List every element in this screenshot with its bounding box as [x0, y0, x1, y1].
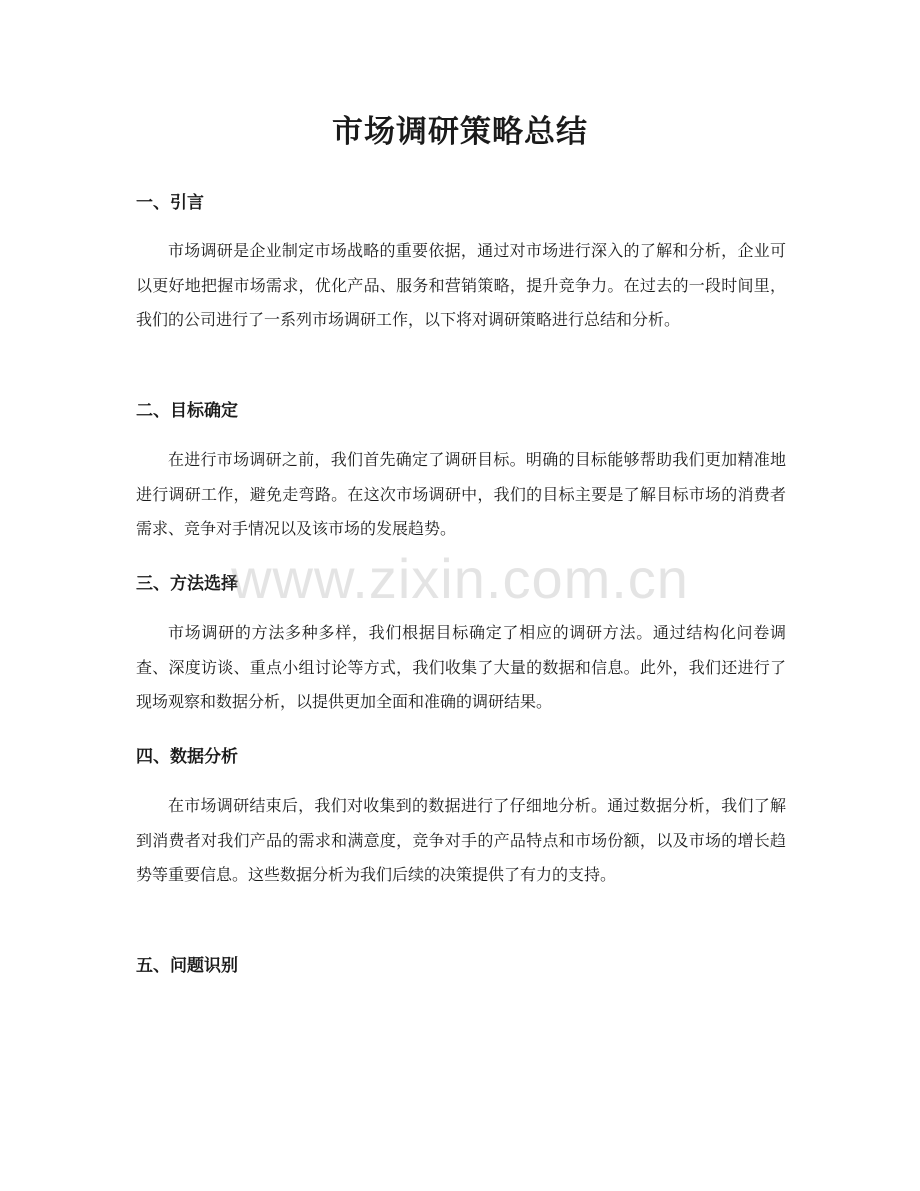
- section-heading-method-selection: 三、方法选择: [136, 574, 238, 594]
- section-paragraph-introduction: 市场调研是企业制定市场战略的重要依据，通过对市场进行深入的了解和分析，企业可以更好地把握市场需求，优化产品、服务和营销策略，提升竞争力。在过去的一段时间里，我们的公司进行了一系列市场调研工作，以下将对调研策略进行总结和分析。: [136, 241, 786, 329]
- section-heading-problem-identification: 五、问题识别: [136, 956, 238, 976]
- watermark: www.zixin.com.cn: [231, 547, 689, 610]
- section-heading-introduction: 一、引言: [136, 193, 204, 213]
- section-heading-data-analysis: 四、数据分析: [136, 747, 238, 767]
- section-paragraph-data-analysis: 在市场调研结束后，我们对收集到的数据进行了仔细地分析。通过数据分析，我们了解到消费者对我们产品的需求和满意度，竞争对手的产品特点和市场份额，以及市场的增长趋势等重要信息。这些数据分析为我们后续的决策提供了有力的支持。: [136, 796, 786, 884]
- section-heading-goal-setting: 二、目标确定: [136, 401, 238, 421]
- document-title: 市场调研策略总结: [332, 114, 588, 150]
- section-paragraph-method-selection: 市场调研的方法多种多样，我们根据目标确定了相应的调研方法。通过结构化问卷调查、深度访谈、重点小组讨论等方式，我们收集了大量的数据和信息。此外，我们还进行了现场观察和数据分析，以提供更加全面和准确的调研结果。: [136, 623, 786, 711]
- section-paragraph-goal-setting: 在进行市场调研之前，我们首先确定了调研目标。明确的目标能够帮助我们更加精准地进行调研工作，避免走弯路。在这次市场调研中，我们的目标主要是了解目标市场的消费者需求、竞争对手情况以及该市场的发展趋势。: [136, 450, 786, 538]
